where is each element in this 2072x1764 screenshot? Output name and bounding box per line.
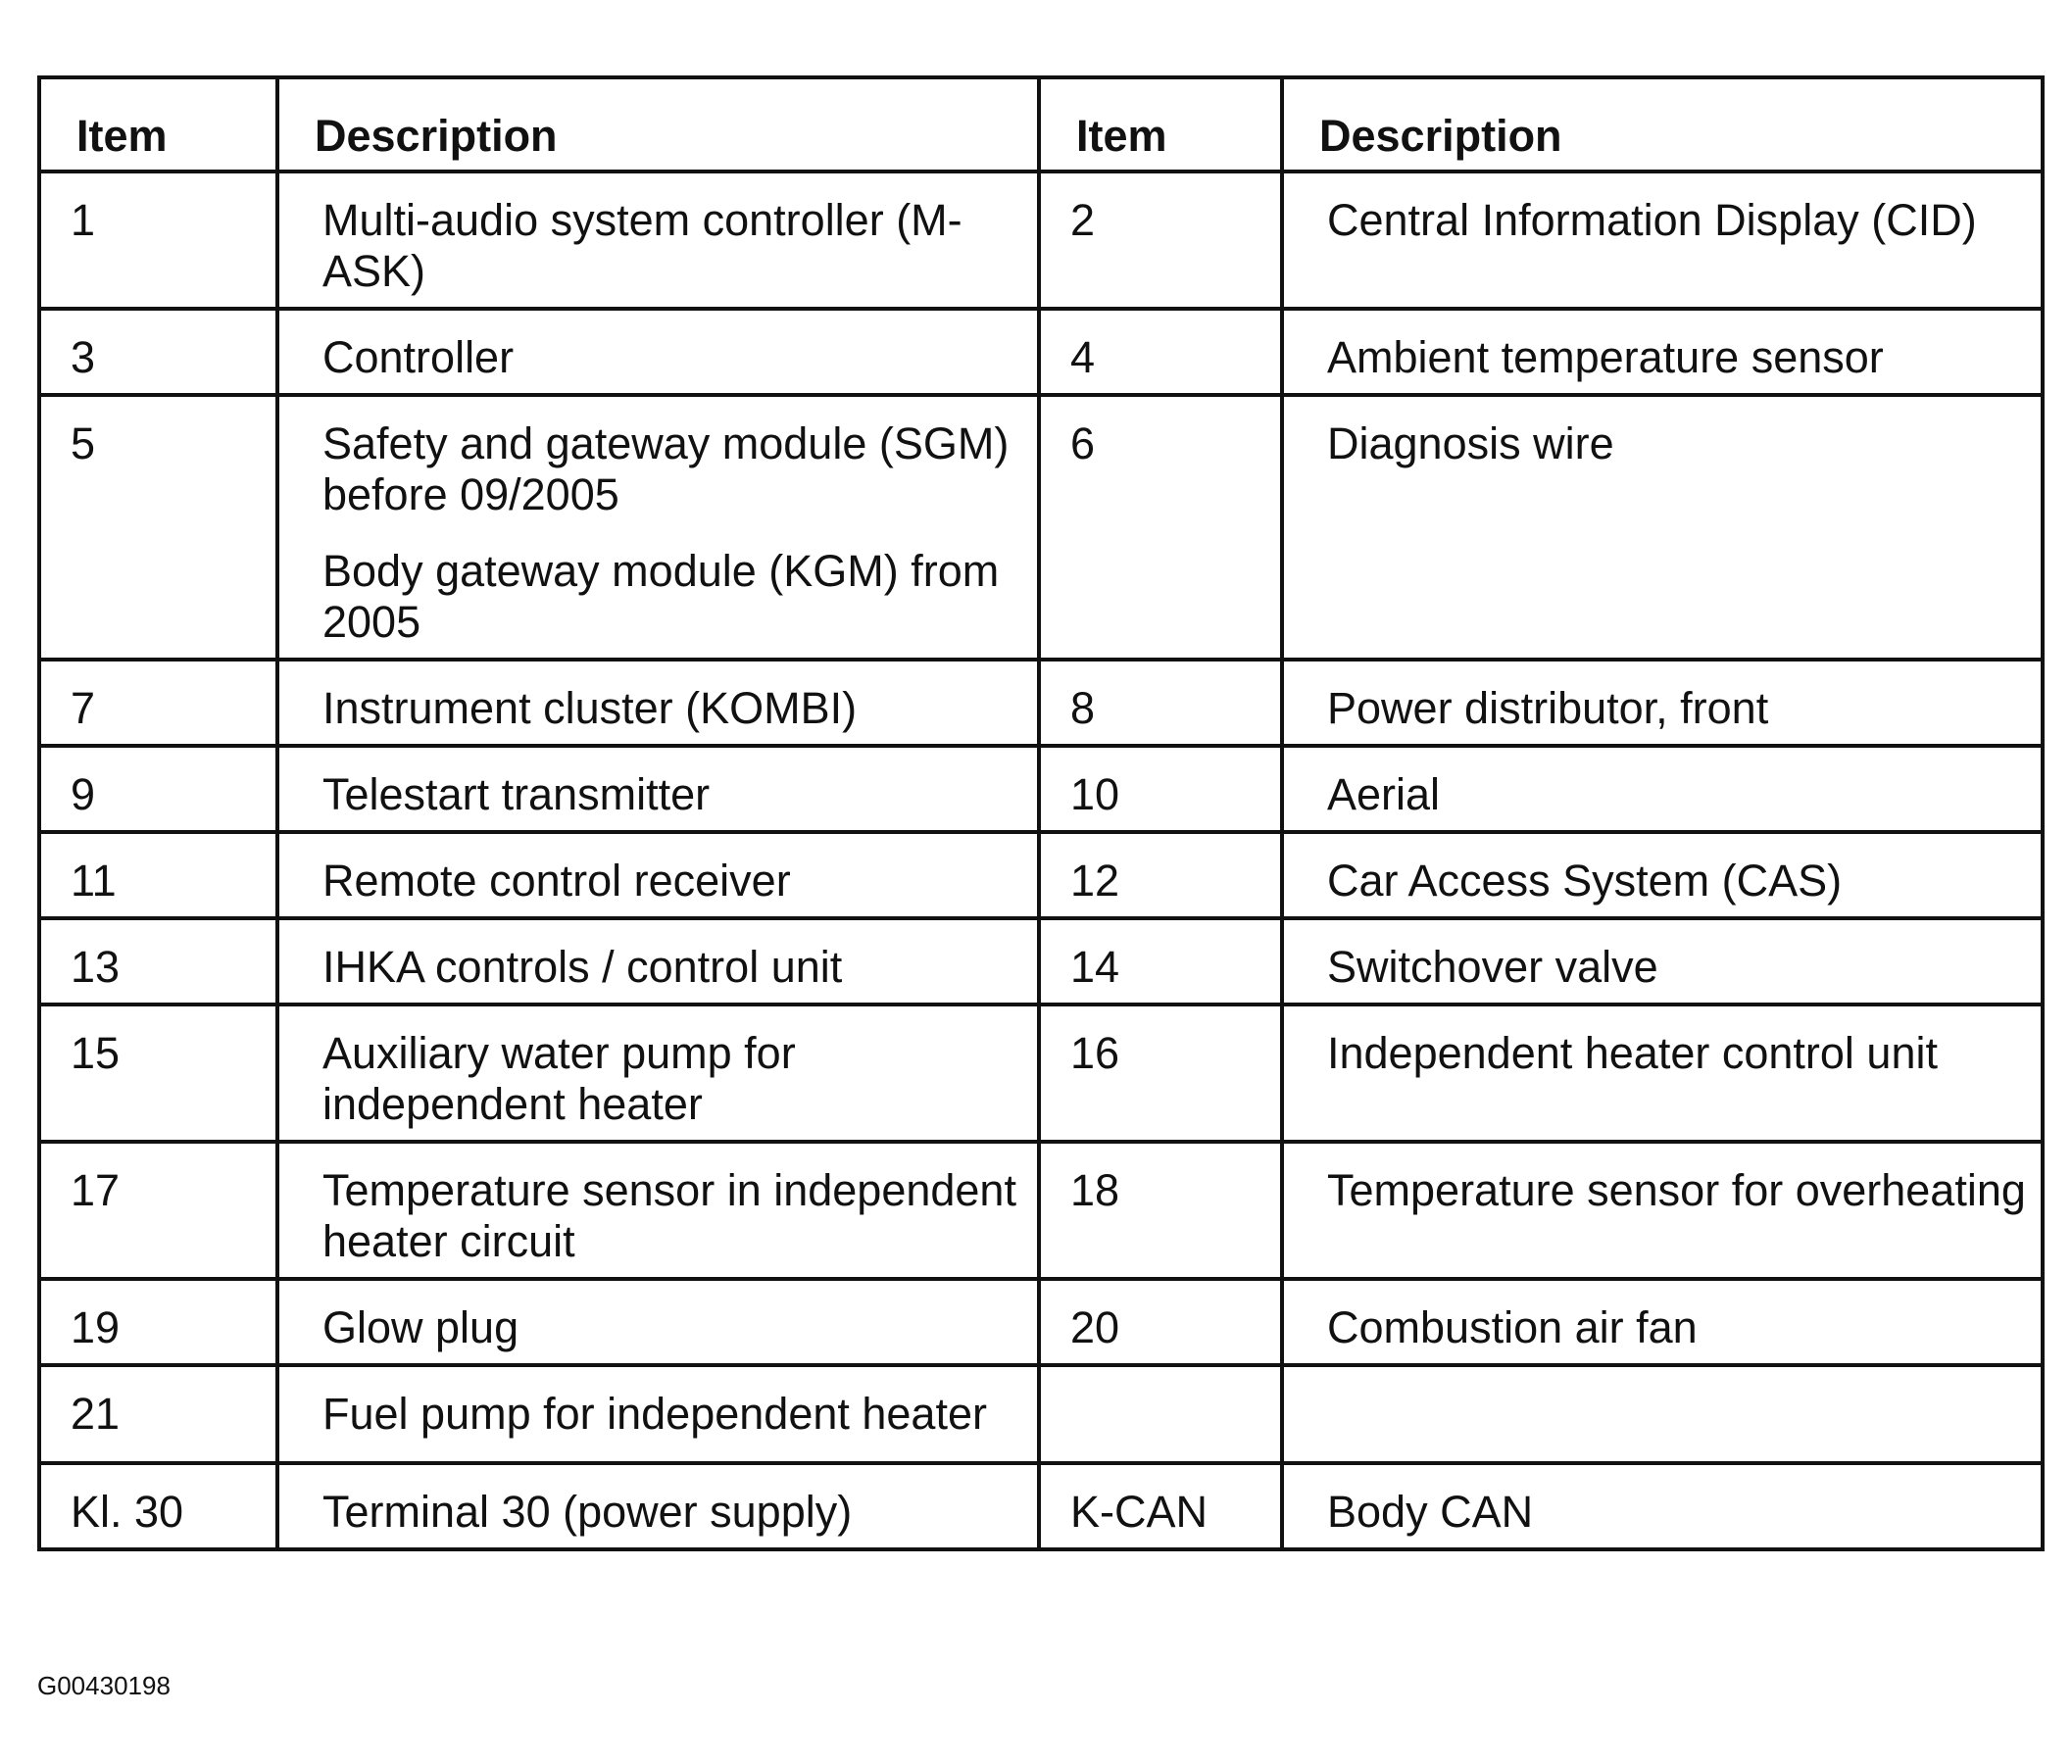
item-description-right: Car Access System (CAS) [1282, 832, 2043, 918]
item-description-left [277, 1004, 1039, 1142]
description-text: IHKA controls / control unit [322, 942, 843, 992]
item-number-right: 16 [1039, 1004, 1282, 1142]
item-number-right [1039, 1365, 1282, 1463]
header-row [39, 77, 2043, 172]
table-row [39, 1142, 2043, 1279]
item-description-right: Central Information Display (CID) [1282, 172, 2043, 309]
item-number-right: 10 [1039, 746, 1282, 832]
item-description-left [277, 746, 1039, 832]
item-number-right: 2 [1039, 172, 1282, 309]
description-text: Multi-audio system controller (M-ASK) [322, 195, 962, 296]
item-number-right: K-CAN [1039, 1463, 1282, 1549]
item-description-right: Diagnosis wire [1282, 395, 2043, 660]
description-text: Telestart transmitter [322, 769, 711, 819]
item-description-left [277, 1365, 1039, 1463]
item-number-left: 11 [39, 832, 277, 918]
item-description-left [277, 832, 1039, 918]
table-row [39, 172, 2043, 309]
item-number-left: 15 [39, 1004, 277, 1142]
description-text: Fuel pump for independent heater [322, 1389, 987, 1439]
table-row [39, 1279, 2043, 1365]
item-number-left: 13 [39, 918, 277, 1004]
header-item-right: Item [1039, 77, 1282, 172]
item-description-left [277, 395, 1039, 660]
item-description-right: Ambient temperature sensor [1282, 309, 2043, 395]
item-number-left: 3 [39, 309, 277, 395]
header-item-left: Item [39, 77, 277, 172]
item-description-right: Independent heater control unit [1282, 1004, 2043, 1142]
description-text: Glow plug [322, 1302, 519, 1352]
item-description-right: Temperature sensor for overheating [1282, 1142, 2043, 1279]
item-number-left: 9 [39, 746, 277, 832]
description-text: Auxiliary water pump for independent heater [322, 1028, 796, 1129]
item-description-left [277, 1463, 1039, 1549]
description-text: Terminal 30 (power supply) [322, 1487, 853, 1537]
item-description-right: Aerial [1282, 746, 2043, 832]
description-text: Instrument cluster (KOMBI) [322, 683, 858, 733]
item-number-right: 12 [1039, 832, 1282, 918]
table-row [39, 1463, 2043, 1549]
figure-id: G00430198 [37, 1671, 171, 1700]
item-description-right [1282, 1365, 2043, 1463]
item-description-right: Switchover valve [1282, 918, 2043, 1004]
table-row [39, 1004, 2043, 1142]
item-number-right: 4 [1039, 309, 1282, 395]
table-row [39, 660, 2043, 746]
item-description-left [277, 1279, 1039, 1365]
table-row [39, 309, 2043, 395]
header-description-left: Description [277, 77, 1039, 172]
description-text: Safety and gateway module (SGM) before 09/2005 [322, 418, 1010, 519]
item-number-left: 7 [39, 660, 277, 746]
item-number-right: 18 [1039, 1142, 1282, 1279]
table-row [39, 1365, 2043, 1463]
item-number-left: 19 [39, 1279, 277, 1365]
item-number-right: 20 [1039, 1279, 1282, 1365]
header-description-right: Description [1282, 77, 2043, 172]
component-legend-table [37, 75, 2045, 1551]
table-row [39, 395, 2043, 660]
item-number-left: Kl. 30 [39, 1463, 277, 1549]
table-row [39, 746, 2043, 832]
table-body [39, 172, 2043, 1549]
item-description-left [277, 660, 1039, 746]
item-number-right: 6 [1039, 395, 1282, 660]
table-row [39, 918, 2043, 1004]
item-description-left [277, 172, 1039, 309]
item-number-left: 21 [39, 1365, 277, 1463]
item-description-right: Combustion air fan [1282, 1279, 2043, 1365]
description-extra-text: Body gateway module (KGM) from 2005 [322, 546, 1000, 647]
item-number-right: 8 [1039, 660, 1282, 746]
table-row [39, 832, 2043, 918]
description-text: Controller [322, 332, 515, 382]
item-description-left [277, 309, 1039, 395]
item-number-left: 5 [39, 395, 277, 660]
description-text: Temperature sensor in independent heater circuit [322, 1165, 1016, 1266]
item-number-left: 1 [39, 172, 277, 309]
item-description-left [277, 918, 1039, 1004]
item-description-right: Body CAN [1282, 1463, 2043, 1549]
item-description-left [277, 1142, 1039, 1279]
item-number-right: 14 [1039, 918, 1282, 1004]
item-description-right: Power distributor, front [1282, 660, 2043, 746]
description-text: Remote control receiver [322, 856, 791, 906]
item-number-left: 17 [39, 1142, 277, 1279]
